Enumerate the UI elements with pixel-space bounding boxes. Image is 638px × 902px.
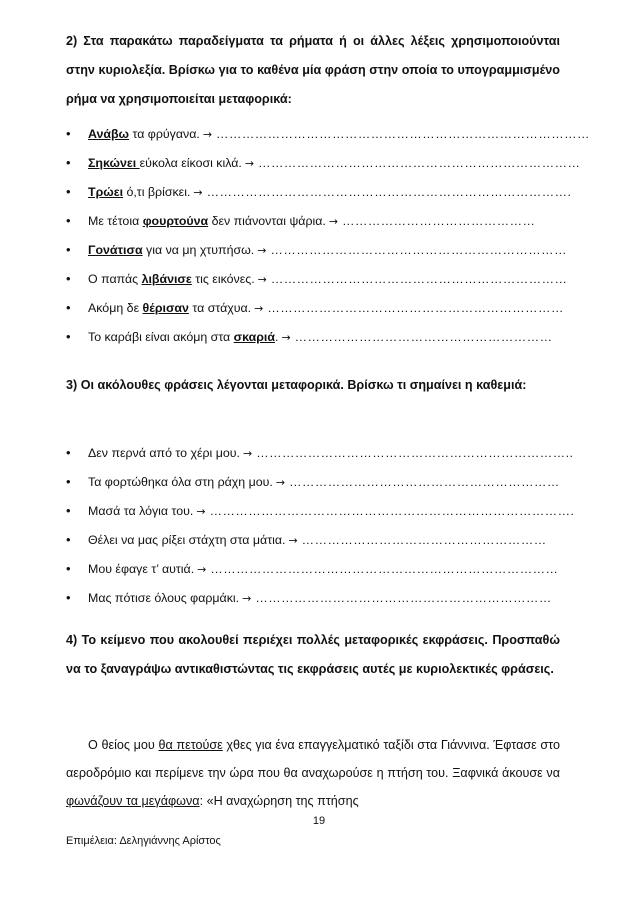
arrow-icon: → [257, 273, 267, 286]
list-item [66, 153, 581, 173]
bullet-icon: • [66, 503, 71, 518]
arrow-icon: → [275, 476, 286, 489]
underlined-word: θέρισαν [142, 301, 189, 315]
item-suffix: . [274, 330, 279, 344]
item-text [88, 153, 580, 174]
list-item [66, 298, 566, 318]
item-suffix: τα στάχυα. [188, 301, 252, 315]
list-item [66, 182, 572, 202]
bullet-icon: • [66, 155, 71, 170]
item-text [88, 530, 547, 551]
bullet-icon: • [66, 474, 71, 489]
list-item [66, 501, 575, 521]
arrow-icon: → [202, 128, 213, 141]
item-suffix: εύκολα είκοσι κιλά. [139, 156, 242, 170]
item-text [88, 124, 590, 145]
underlined-word: Ανάβω [88, 127, 130, 141]
bullet-icon: • [66, 561, 71, 576]
arrow-icon: → [254, 302, 264, 315]
bullet-icon: • [66, 126, 71, 141]
arrow-icon: → [281, 331, 291, 344]
bullet-icon: • [66, 300, 71, 315]
paragraph-text-3: : «Η αναχώρηση της πτήσης [199, 794, 359, 808]
footer-credit: Επιμέλεια: Δεληγιάννης Αρίστος [66, 835, 221, 847]
item-suffix: για να μη χτυπήσω. [142, 243, 255, 257]
item-text [88, 182, 572, 203]
list-item [66, 472, 566, 492]
item-text [88, 588, 552, 609]
arrow-icon: → [242, 447, 253, 460]
underlined-word: Σηκώνει [88, 156, 140, 170]
answer-dots: ……………………………………………………………………… [210, 562, 559, 576]
underlined-word: Τρώει [88, 185, 124, 199]
list-item [66, 327, 566, 347]
item-suffix: δεν πιάνονται ψάρια. [208, 214, 326, 228]
arrow-icon: → [288, 534, 298, 547]
item-suffix: τα φρύγανα. [129, 127, 200, 141]
underlined-word: σκαριά [233, 330, 275, 344]
underlined-word: Γονάτισα [88, 243, 143, 257]
answer-dots: …………………………………………………………… [270, 272, 568, 286]
list-item [66, 443, 574, 463]
list-item [66, 559, 566, 579]
item-prefix: Το καράβι είναι ακόμη στα [88, 330, 234, 344]
section-2-heading: 2) Στα παρακάτω παραδείγματα τα ρήματα ή οι άλλες λέξεις χρησιμοποιούνται στην κυριολεξία. Βρίσκω για το καθένα μία φράση στην οποία το υπογραμμισμένο ρήμα να χρησιμοποιείται μεταφορικά: [66, 34, 560, 106]
paragraph-text-1: Ο θείος μου [88, 738, 159, 752]
list-item [66, 124, 590, 144]
bullet-icon: • [66, 329, 71, 344]
list-item [66, 269, 566, 289]
answer-dots: …………………………………………………………………………. [206, 185, 572, 199]
arrow-icon: → [196, 505, 206, 518]
arrow-icon: → [242, 592, 252, 605]
item-prefix: Με τέτοια [88, 214, 143, 228]
answer-dots: …………………………………………………………… [267, 301, 564, 315]
answer-dots: ………………………………………………………………… [258, 156, 581, 170]
item-text [88, 472, 560, 493]
underlined-word: λιβάνισε [141, 272, 192, 286]
answer-dots: ……………………………………… [342, 214, 536, 228]
answer-dots: …………………………………………………………………………. [209, 504, 575, 518]
answer-dots: …………………………………………………………………………… [216, 127, 590, 141]
item-prefix: Ακόμη δε [88, 301, 143, 315]
answer-dots: …………………………………………………… [294, 330, 553, 344]
bullet-icon: • [66, 532, 71, 547]
bullet-icon: • [66, 242, 71, 257]
item-suffix: τις εικόνες. [191, 272, 255, 286]
list-item [66, 240, 566, 260]
arrow-icon: → [244, 157, 255, 170]
arrow-icon: → [328, 215, 339, 228]
bullet-icon: • [66, 271, 71, 286]
item-suffix: ό,τι βρίσκει. [123, 185, 191, 199]
arrow-icon: → [197, 563, 207, 576]
item-text [88, 211, 535, 232]
bullet-icon: • [66, 445, 71, 460]
bullet-icon: • [66, 213, 71, 228]
item-phrase: Τα φορτώθηκα όλα στη ράχη μου. [88, 475, 273, 489]
item-text [88, 443, 573, 464]
item-text [88, 240, 567, 261]
list-item [66, 211, 566, 231]
arrow-icon: → [193, 186, 203, 199]
underlined-phrase-2: φωνάζουν τα μεγάφωνα [66, 794, 200, 808]
item-text [88, 559, 558, 580]
item-phrase: Μασά τα λόγια του. [88, 504, 194, 518]
item-text [88, 298, 564, 319]
item-text [88, 501, 574, 522]
answer-dots: …………………………………………………………… [270, 243, 567, 257]
item-phrase: Θέλει να μας ρίξει στάχτη στα μάτια. [88, 533, 286, 547]
section-4-heading: 4) Το κείμενο που ακολουθεί περιέχει πολλές μεταφορικές εκφράσεις. Προσπαθώ να το ξαναγράψω αντικαθιστώντας τις εκφράσεις αυτές με κυριολεκτικές φράσεις. [66, 633, 560, 676]
bullet-icon: • [66, 590, 71, 605]
arrow-icon: → [257, 244, 267, 257]
section-3-heading: 3) Οι ακόλουθες φράσεις λέγονται μεταφορικά. Βρίσκω τι σημαίνει η καθεμιά: [66, 378, 527, 392]
item-phrase: Δεν περνά από το χέρι μου. [88, 446, 240, 460]
item-prefix: Ο παπάς [88, 272, 142, 286]
underlined-word: φουρτούνα [142, 214, 209, 228]
item-text [88, 269, 567, 290]
section-4-paragraph [66, 731, 560, 815]
answer-dots: …………………………………………………………… [255, 591, 552, 605]
list-item [66, 530, 566, 550]
item-text [88, 327, 552, 348]
answer-dots: ……………………………………………………………….. [256, 446, 574, 460]
paragraph-text-2: χθες για ένα επαγγελματικό ταξίδι στα Γιάννινα. Έφτασε στο αεροδρόμιο και περίμενε την ώρα που θα αναχωρούσε η πτήση του. Ξαφνικά άκουσε να [66, 738, 560, 780]
page-number: 19 [312, 815, 326, 827]
answer-dots: ……………………………………………………… [289, 475, 560, 489]
item-phrase: Μου έφαγε τ’ αυτιά. [88, 562, 195, 576]
answer-dots: ………………………………………………… [301, 533, 547, 547]
item-phrase: Μας πότισε όλους φαρμάκι. [88, 591, 240, 605]
list-item [66, 588, 566, 608]
underlined-phrase-1: θα πετούσε [158, 738, 223, 752]
bullet-icon: • [66, 184, 71, 199]
